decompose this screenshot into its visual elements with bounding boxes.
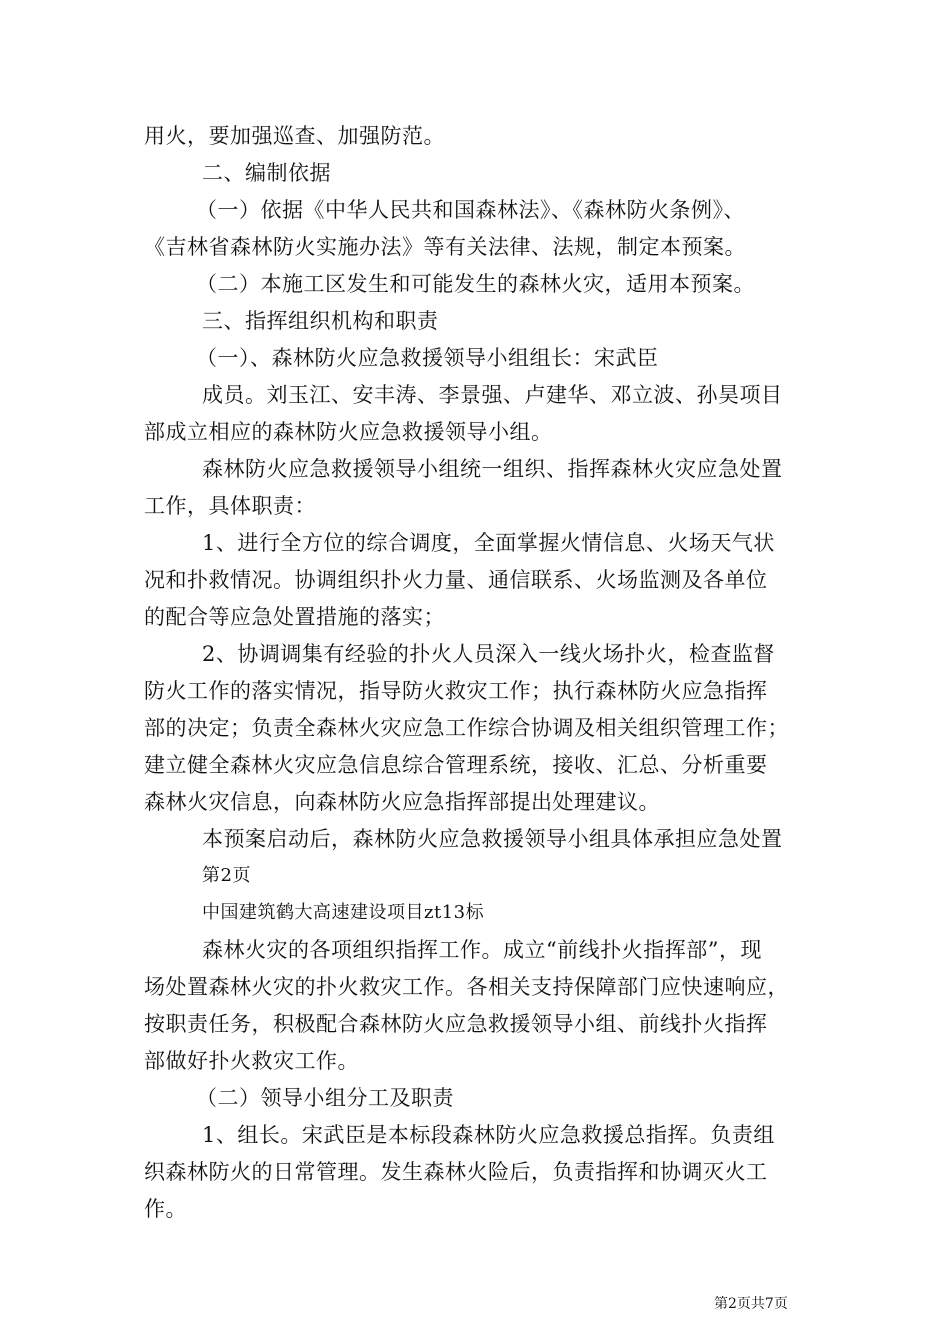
- text-line: 部做好扑火救灾工作。: [144, 1049, 359, 1073]
- text-line: 的配合等应急处置措施的落实；: [144, 605, 445, 629]
- text-line: 用火，要加强巡查、加强防范。: [144, 124, 445, 148]
- text-line: 成员。刘玉江、安丰涛、李景强、卢建华、邓立波、孙昊项目: [202, 383, 783, 407]
- text-line: 部成立相应的森林防火应急救援领导小组。: [144, 420, 553, 444]
- text-line: 防火工作的落实情况，指导防火救灾工作；执行森林防火应急指挥: [144, 679, 768, 703]
- text-line: 2、协调调集有经验的扑火人员深入一线火场扑火，检查监督: [202, 642, 775, 666]
- text-line: 森林防火应急救援领导小组统一组织、指挥森林火灾应急处置: [202, 457, 783, 481]
- text-line: 《吉林省森林防火实施办法》等有关法律、法规，制定本预案。: [144, 235, 746, 259]
- text-line: （一）依据《中华人民共和国森林法》、《森林防火条例》、: [196, 198, 745, 222]
- text-line: 建立健全森林火灾应急信息综合管理系统，接收、汇总、分析重要: [144, 753, 768, 777]
- text-line: （一）、森林防火应急救援领导小组组长：宋武臣: [196, 346, 659, 370]
- section-heading: 二、编制依据: [202, 161, 331, 185]
- text-line: 按职责任务，积极配合森林防火应急救援领导小组、前线扑火指挥: [144, 1012, 768, 1036]
- text-line: 场处置森林火灾的扑火救灾工作。各相关支持保障部门应快速响应，: [144, 975, 789, 999]
- page-marker: 第2页: [202, 865, 251, 886]
- section-heading: （二）领导小组分工及职责: [196, 1086, 454, 1110]
- text-line: 1、进行全方位的综合调度，全面掌握火情信息、火场天气状: [202, 531, 775, 555]
- text-line: 1、组长。宋武臣是本标段森林防火应急救援总指挥。负责组: [202, 1123, 775, 1147]
- text-line: 工作，具体职责：: [144, 494, 316, 518]
- project-header: 中国建筑鹤大高速建设项目zt13标: [202, 902, 485, 923]
- text-line: 作。: [144, 1197, 187, 1221]
- section-heading: 三、指挥组织机构和职责: [202, 309, 439, 333]
- page-footer: 第2页共7页: [714, 1296, 788, 1312]
- text-line: 织森林防火的日常管理。发生森林火险后，负责指挥和协调灭火工: [144, 1160, 768, 1184]
- text-line: 森林火灾的各项组织指挥工作。成立“前线扑火指挥部”，现: [202, 938, 762, 962]
- text-line: 况和扑救情况。协调组织扑火力量、通信联系、火场监测及各单位: [144, 568, 768, 592]
- text-line: 部的决定；负责全森林火灾应急工作综合协调及相关组织管理工作；: [144, 716, 789, 740]
- text-line: 本预案启动后，森林防火应急救援领导小组具体承担应急处置: [202, 827, 783, 851]
- text-line: 森林火灾信息，向森林防火应急指挥部提出处理建议。: [144, 790, 660, 814]
- text-line: （二）本施工区发生和可能发生的森林火灾，适用本预案。: [196, 272, 755, 296]
